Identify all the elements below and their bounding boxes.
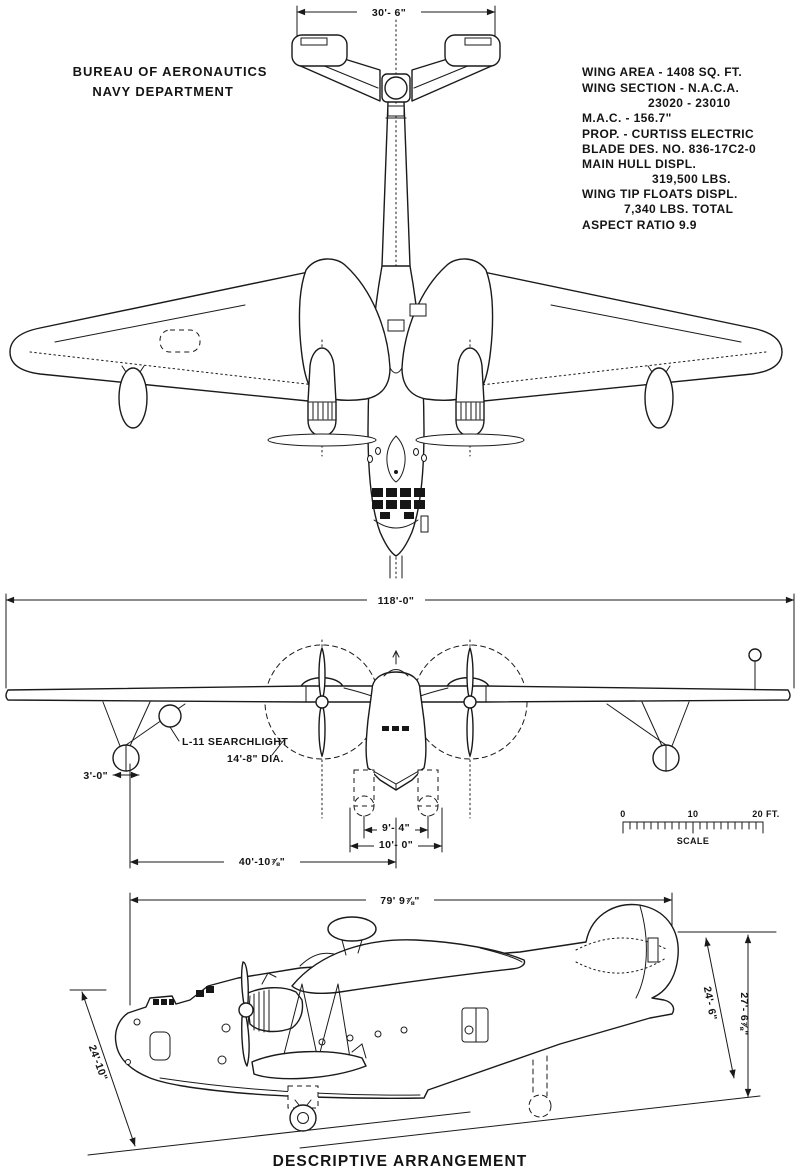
scale-bar [620, 809, 779, 846]
length-dim: 79' 9⅞" [380, 895, 420, 907]
spec-line: M.A.C. - 156.7" [582, 111, 672, 125]
scale-label: SCALE [676, 836, 710, 846]
spec-line: WING AREA - 1408 SQ. FT. [582, 65, 743, 79]
agency-line1: BUREAU OF AERONAUTICS [72, 64, 268, 79]
step-dim: 9'- 4" [382, 822, 410, 834]
spec-line: 7,340 LBS. TOTAL [624, 202, 734, 216]
spec-line: WING SECTION - N.A.C.A. [582, 81, 740, 95]
tail-height-dim: 24'- 6" [700, 985, 720, 1022]
sheet-title: DESCRIPTIVE ARRANGEMENT [272, 1153, 528, 1170]
agency-line2: NAVY DEPARTMENT [92, 84, 234, 99]
scale-twenty: 20 FT. [752, 809, 780, 819]
overall-height-dim: 27'- 6⅞" [738, 992, 750, 1036]
front-span-dim: 118'-0" [377, 595, 415, 607]
prop-diameter-label: 14'-8" DIA. [227, 753, 284, 765]
spec-line: WING TIP FLOATS DISPL. [582, 187, 738, 201]
searchlight-label: L-11 SEARCHLIGHT [182, 736, 289, 748]
float-dim: 3'-0" [83, 770, 108, 782]
spec-line: ASPECT RATIO 9.9 [582, 218, 697, 232]
spec-block [582, 65, 756, 232]
spec-line: PROP. - CURTISS ELECTRIC [582, 127, 755, 141]
spec-line: BLADE DES. NO. 836-17C2-0 [582, 142, 757, 156]
scale-ten: 10 [687, 809, 699, 819]
nose-height-dim: 24'-10" [85, 1043, 110, 1083]
front-view [6, 592, 794, 868]
side-view [70, 892, 776, 1155]
scale-zero: 0 [620, 809, 626, 819]
beam-dim: 10'- 0" [378, 839, 414, 851]
offset-dim: 40'-10⅞" [238, 856, 286, 868]
spec-line: 23020 - 23010 [648, 96, 731, 110]
agency-header [73, 64, 268, 99]
spec-line: MAIN HULL DISPL. [582, 157, 697, 171]
spec-line: 319,500 LBS. [652, 172, 731, 186]
plan-span-dim: 30'- 6" [371, 7, 407, 19]
